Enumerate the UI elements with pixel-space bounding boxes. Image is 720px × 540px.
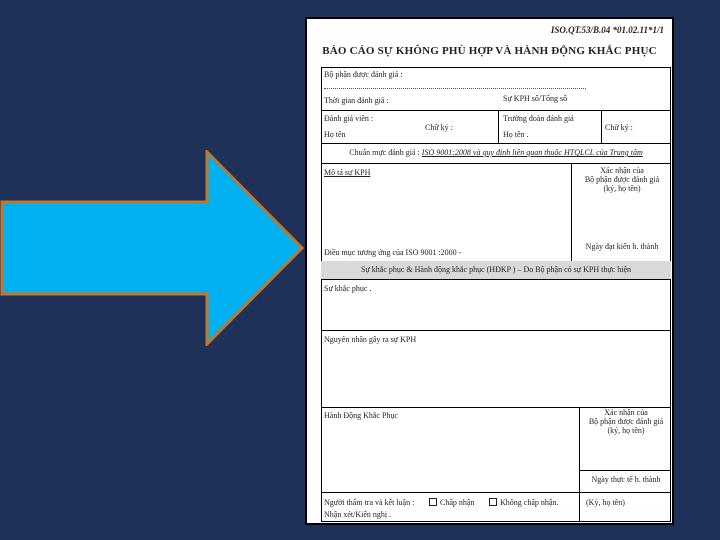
root-cause-label: Nguyên nhân gây ra sự KPH (324, 335, 417, 344)
document-code: ISO.QT.53/B.04 *01.02.11*1/1 (550, 25, 664, 35)
confirm-b-line-3: (ký, họ tên) (607, 426, 645, 435)
eval-time-label: Thời gian đánh giá : (324, 96, 389, 105)
corrective-action-label: Hành Động Khắc Phục (324, 411, 398, 420)
accept-option[interactable]: Chấp nhận (429, 498, 474, 508)
verifier-label: Người thẩm tra và kết luận : (324, 498, 415, 507)
name-label: Họ tên (324, 130, 346, 139)
form-title: BÁO CÁO SỰ KHÔNG PHÙ HỢP VÀ HÀNH ĐỘNG KHẮC PHỤC (322, 45, 657, 57)
form-table (321, 67, 671, 522)
signature-label: Chữ ký : (425, 123, 453, 132)
remarks-label: Nhận xét/Kiến nghị . (324, 510, 392, 519)
confirm-b-line-2: Bộ phận được đánh giá (588, 417, 664, 426)
criteria-line: Chuẩn mực đánh giá : ISO 9001:2008 và quy định liên quan thuộc HTQLCL của Trung tâm (349, 148, 643, 157)
iso-clause-label: Điều mục tương ứng của ISO 9001 :2000 - (324, 248, 462, 257)
confirm-line-3: (ký, họ tên) (603, 184, 641, 193)
reject-checkbox[interactable] (489, 498, 497, 506)
confirm-b-line-1: Xác nhận của (604, 408, 648, 417)
done-date-label: Ngày thực tế h. thành (591, 475, 661, 484)
evaluator-label: Đánh giá viên : (324, 114, 374, 123)
kph-description-label: Mô tả sự KPH (324, 168, 371, 177)
confirm-line-1: Xác nhận của (600, 166, 644, 175)
section-header: Sự khắc phục & Hành động khắc phục (HĐKP ) – Do Bộ phận có sự KPH thực hiện (360, 265, 631, 274)
team-lead-label: Trưởng đoàn đánh giá (503, 114, 574, 123)
accept-checkbox[interactable] (429, 498, 437, 506)
agree-date-label: Ngày đạt kiến h. thành (585, 242, 659, 251)
reject-option[interactable]: Không chấp nhận. (489, 498, 558, 508)
sign-bottom-label: (Ký, họ tên) (586, 498, 625, 507)
dept-label: Bộ phận được đánh giá : (324, 70, 403, 79)
kph-number-label: Sự KPH số/Tổng số (503, 94, 568, 103)
name2-label: Họ tên . (503, 130, 529, 139)
confirm-line-2: Bộ phận được đánh giá (584, 175, 660, 184)
right-arrow-icon (0, 150, 305, 346)
report-form-sheet (305, 17, 674, 525)
signature2-label: Chữ ký : (605, 123, 633, 132)
correction-label: Sự khắc phục . (324, 284, 372, 293)
